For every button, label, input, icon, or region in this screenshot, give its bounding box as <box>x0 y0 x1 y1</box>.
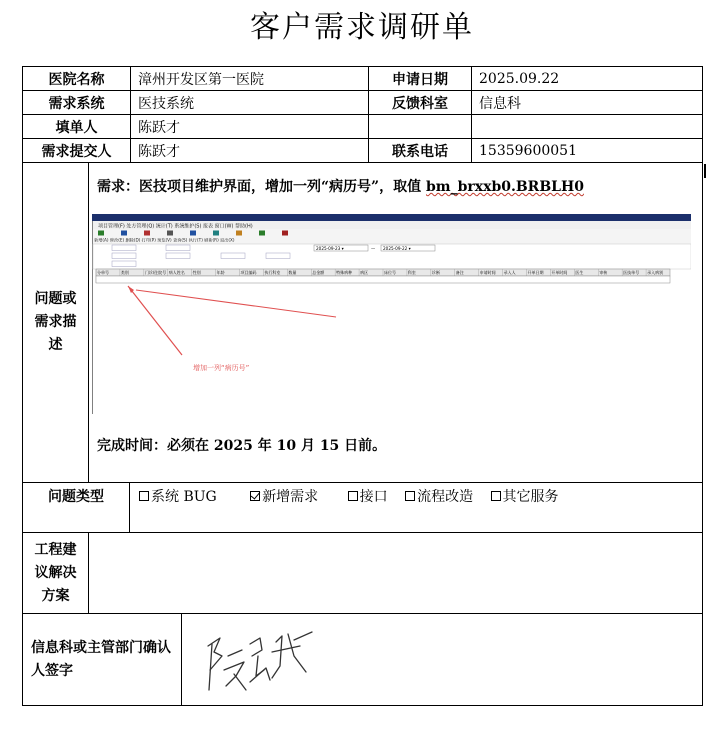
app-toolbar-icon <box>144 231 150 236</box>
svg-text:新增(A) 修改(E) 删除(D) 打印(P) 预览: 新增(A) 修改(E) 删除(D) 打印(P) 预览(V) 查询(S) 执行(T) 刷新(R) 退出(X) <box>94 237 235 243</box>
app-grid-column-header: 年龄 <box>216 270 225 276</box>
app-grid-column-header: 医技单号 <box>623 270 640 276</box>
option-interface[interactable]: 接口 <box>348 486 388 506</box>
app-grid-column-header: 开单时间 <box>551 270 568 276</box>
option-system-bug[interactable]: 系统 BUG <box>139 486 217 506</box>
app-grid-column-header: 总金额 <box>312 270 325 276</box>
hospital-value: 漳州开发区第一医院 <box>131 67 369 91</box>
completion-time-text: 完成时间：必须在 2025 年 10 月 15 日前。 <box>97 438 387 454</box>
app-grid-column-header: 申请时间 <box>479 270 496 276</box>
app-grid-column-header: 录入人 <box>503 270 516 276</box>
empty-value-cell <box>472 115 702 139</box>
app-grid-column-header: 医生 <box>575 270 584 276</box>
app-toolbar-icon <box>236 231 242 236</box>
app-grid-column-header: 性别 <box>192 270 201 276</box>
form-title: 客户需求调研单 <box>250 10 474 45</box>
phone-value: 15359600051 <box>472 139 702 163</box>
app-grid-column-header: 数量 <box>288 270 297 276</box>
phone-label: 联系电话 <box>369 139 472 163</box>
app-grid-column-header: 病区 <box>360 270 369 276</box>
checked-checkbox-icon[interactable] <box>250 491 260 501</box>
app-filter-input <box>112 253 136 259</box>
option-other-service[interactable]: 其它服务 <box>491 486 559 506</box>
app-end-date: 2025-09-22 ▾ <box>383 245 411 251</box>
submitter-label: 需求提交人 <box>23 139 131 163</box>
app-grid-column-header: 科室 <box>407 270 416 276</box>
app-filter-input <box>166 253 190 259</box>
hospital-label: 医院名称 <box>23 67 131 91</box>
app-grid-column-header: 特殊病种 <box>336 270 353 276</box>
app-toolbar-icon <box>190 231 196 236</box>
app-grid-column-header: 床位号 <box>384 270 396 276</box>
description-label: 问题或需求描述 <box>23 163 89 483</box>
dept-value: 信息科 <box>472 91 702 115</box>
app-grid-column-header: 开单日期 <box>527 270 544 276</box>
app-grid-column-header: 执行科室 <box>264 270 281 276</box>
app-title-bar <box>92 214 691 221</box>
app-grid-column-header: 备注 <box>455 270 464 276</box>
problem-type-label: 问题类型 <box>23 483 130 533</box>
app-grid-column-header: 类别 <box>120 270 129 276</box>
submitter-value: 陈跃才 <box>131 139 369 163</box>
option-process-change[interactable]: 流程改造 <box>405 486 473 506</box>
checkbox-icon[interactable] <box>491 491 501 501</box>
system-value: 医技系统 <box>131 91 369 115</box>
app-filter-input <box>221 253 245 259</box>
filler-label: 填单人 <box>23 115 131 139</box>
option-new-requirement[interactable]: 新增需求 <box>250 486 318 506</box>
apply-date-value: 2025.09.22 <box>472 67 702 91</box>
apply-date-label: 申请日期 <box>369 67 472 91</box>
app-toolbar-icon <box>121 231 127 236</box>
app-menu-bar: 项目管理(F) 处方管理(Q) 统计(T) 系统维护(S) 报表 窗口(W) 帮助(H) <box>98 223 253 230</box>
app-grid-column-header: 诊断 <box>431 270 440 276</box>
embedded-app-screenshot <box>92 214 691 414</box>
app-grid-row <box>96 276 670 283</box>
signature-label: 信息科或主管部门确认人签字 <box>23 614 182 705</box>
app-filter-input <box>166 245 190 251</box>
requirement-text: 需求：医技项目维护界面，增加一列“病历号”，取值 bm_brxxb0.BRBLH0 <box>97 179 584 195</box>
app-grid-column-header: 审核 <box>599 270 608 276</box>
checkbox-icon[interactable] <box>348 491 358 501</box>
engineer-solution-value <box>89 533 702 614</box>
empty-label-cell <box>369 115 472 139</box>
app-filter-input <box>266 253 290 259</box>
checkbox-icon[interactable] <box>139 491 149 501</box>
app-toolbar-icon <box>98 231 104 236</box>
app-grid-column-header: 病人姓名 <box>168 270 185 276</box>
requirement-field: bm_brxxb0.BRBLH0 <box>425 179 584 195</box>
app-grid-column-header: 录入病别 <box>647 270 664 276</box>
app-filter-input <box>112 261 136 267</box>
problem-type-options <box>130 483 702 533</box>
app-grid-column-header: 门诊/住院号 <box>144 270 167 276</box>
app-toolbar-icon <box>259 231 265 236</box>
checkbox-icon[interactable] <box>405 491 415 501</box>
app-grid-column-header: 项目编码 <box>240 270 257 276</box>
filler-value: 陈跃才 <box>131 115 369 139</box>
svg-text:—: — <box>371 245 376 251</box>
app-toolbar-icons <box>98 231 288 236</box>
app-start-date: 2025-09-23 ▾ <box>316 245 344 251</box>
app-toolbar-icon <box>213 231 219 236</box>
app-toolbar-icon <box>282 231 288 236</box>
app-filter-input <box>112 245 136 251</box>
handwritten-signature <box>200 626 320 696</box>
system-label: 需求系统 <box>23 91 131 115</box>
app-grid-column-header: 分单号 <box>97 270 109 276</box>
text-cursor <box>704 164 706 178</box>
dept-label: 反馈科室 <box>369 91 472 115</box>
annotation-label: 增加一列“病历号” <box>193 364 250 372</box>
app-toolbar-icon <box>167 231 173 236</box>
engineer-solution-label: 工程建议解决方案 <box>23 533 89 614</box>
